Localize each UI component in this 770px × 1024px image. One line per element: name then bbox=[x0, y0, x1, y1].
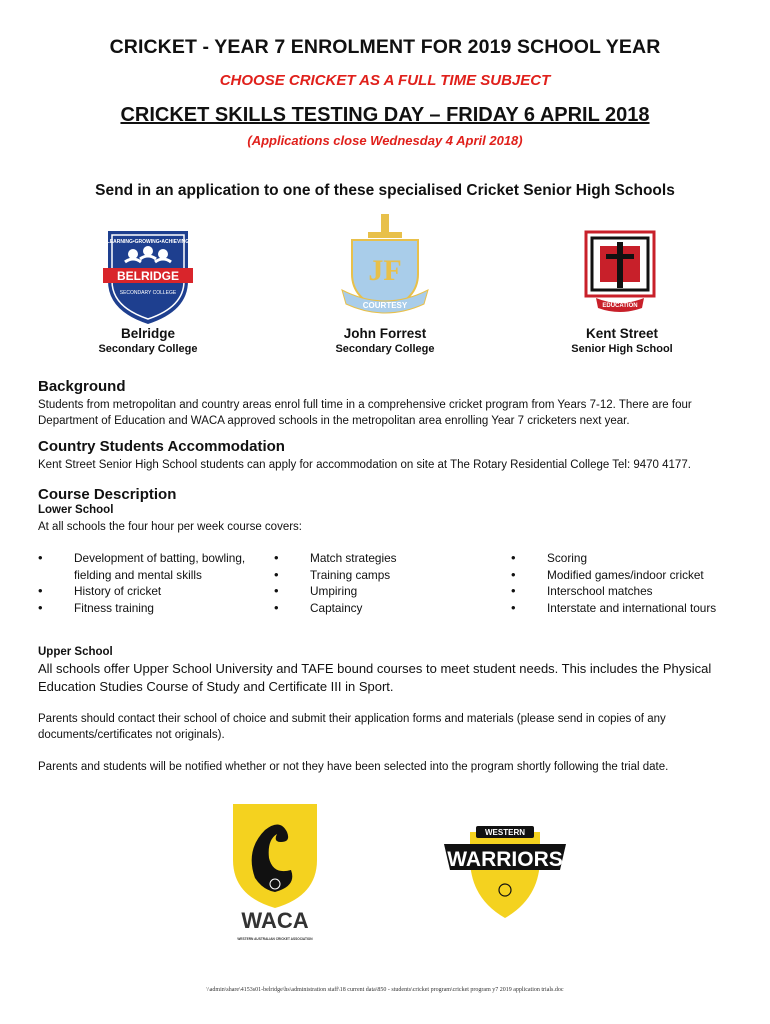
applications-close: (Applications close Wednesday 4 April 2018) bbox=[247, 133, 523, 148]
waca-fullname: WESTERN AUSTRALIAN CRICKET ASSOCIATION bbox=[237, 937, 313, 941]
waca-wordmark: WACA bbox=[241, 908, 309, 933]
accommodation-text: Kent Street Senior High School students can apply for accommodation on site at The Rotary Residential College Tel: 9470 4177. bbox=[38, 459, 691, 471]
upper-school-text: All schools offer Upper School University and TAFE bound courses to meet student needs. This includes the Physical Education Studies Course of Study and Certificate III in Sport. bbox=[38, 661, 712, 694]
list-item: • Captaincy bbox=[274, 600, 474, 617]
kent-logo-motto: EDUCATION bbox=[602, 303, 638, 309]
subtitle: CHOOSE CRICKET AS A FULL TIME SUBJECT bbox=[219, 72, 551, 89]
list-item: • Interstate and international tours bbox=[511, 600, 751, 617]
testing-day-heading: CRICKET SKILLS TESTING DAY – FRIDAY 6 APRIL 2018 bbox=[120, 104, 650, 126]
lower-school-heading: Lower School bbox=[38, 504, 114, 516]
list-item: • Match strategies bbox=[274, 550, 474, 567]
page-title: CRICKET - YEAR 7 ENROLMENT FOR 2019 SCHOOL YEAR bbox=[109, 36, 661, 58]
upper-school-heading: Upper School bbox=[38, 646, 113, 658]
background-text: Students from metropolitan and country areas enrol full time in a comprehensive cricket program from Years 7-12. There are four Department of Education and WACA approved schools in the metropolitan area enrolling Year 7 cricketers next year. bbox=[38, 399, 692, 427]
list-item: • Scoring bbox=[511, 550, 751, 567]
school-type-john-forrest: Secondary College bbox=[335, 343, 435, 355]
school-name-john-forrest: John Forrest bbox=[343, 326, 427, 341]
course-list-col3 bbox=[511, 550, 751, 616]
send-in-heading: Send in an application to one of these specialised Cricket Senior High Schools bbox=[95, 182, 675, 199]
waca-logo bbox=[225, 800, 325, 950]
list-item: • Umpiring bbox=[274, 583, 474, 600]
list-item: • Modified games/indoor cricket bbox=[511, 567, 751, 584]
western-warriors-logo bbox=[440, 818, 570, 920]
jf-logo-motto: COURTESY bbox=[362, 301, 408, 310]
background-heading: Background bbox=[38, 378, 126, 395]
course-list-col2 bbox=[274, 550, 474, 616]
john-forrest-logo bbox=[338, 212, 432, 322]
school-name-belridge: Belridge bbox=[120, 326, 175, 341]
parents-contact-text: Parents should contact their school of choice and submit their application forms and materials (please send in copies of any documents/certificates not originals). bbox=[38, 713, 666, 741]
lower-school-intro: At all schools the four hour per week course covers: bbox=[38, 521, 302, 533]
list-item: • Training camps bbox=[274, 567, 474, 584]
jf-logo-letters: JF bbox=[368, 254, 402, 287]
belridge-logo bbox=[103, 226, 193, 326]
course-list-col1 bbox=[38, 550, 263, 616]
belridge-logo-name: BELRIDGE bbox=[116, 269, 180, 283]
warriors-name: WARRIORS bbox=[447, 848, 563, 871]
accommodation-heading: Country Students Accommodation bbox=[38, 438, 285, 455]
warriors-top: WESTERN bbox=[485, 828, 525, 837]
list-item: • Interschool matches bbox=[511, 583, 751, 600]
list-item: • Development of batting, bowling, fielding and mental skills bbox=[38, 550, 263, 583]
footer-file-path: \\admin\share\4153s01-belridge\hs\administration staff\18 current data\850 - students\cricket program\cricket program y7 2019 application trials.doc bbox=[206, 987, 564, 993]
school-type-belridge: Secondary College bbox=[98, 343, 198, 355]
list-item: • Fitness training bbox=[38, 600, 263, 617]
belridge-logo-sub: SECONDARY COLLEGE bbox=[119, 290, 177, 296]
kent-street-logo bbox=[580, 228, 660, 314]
course-heading: Course Description bbox=[38, 486, 177, 503]
parents-notified-text: Parents and students will be notified whether or not they have been selected into the program shortly following the trial date. bbox=[38, 761, 669, 773]
school-type-kent-street: Senior High School bbox=[571, 343, 673, 355]
belridge-logo-top: LEARNING•GROWING•ACHIEVING bbox=[106, 239, 190, 245]
list-item: • History of cricket bbox=[38, 583, 263, 600]
school-name-kent-street: Kent Street bbox=[585, 326, 658, 341]
